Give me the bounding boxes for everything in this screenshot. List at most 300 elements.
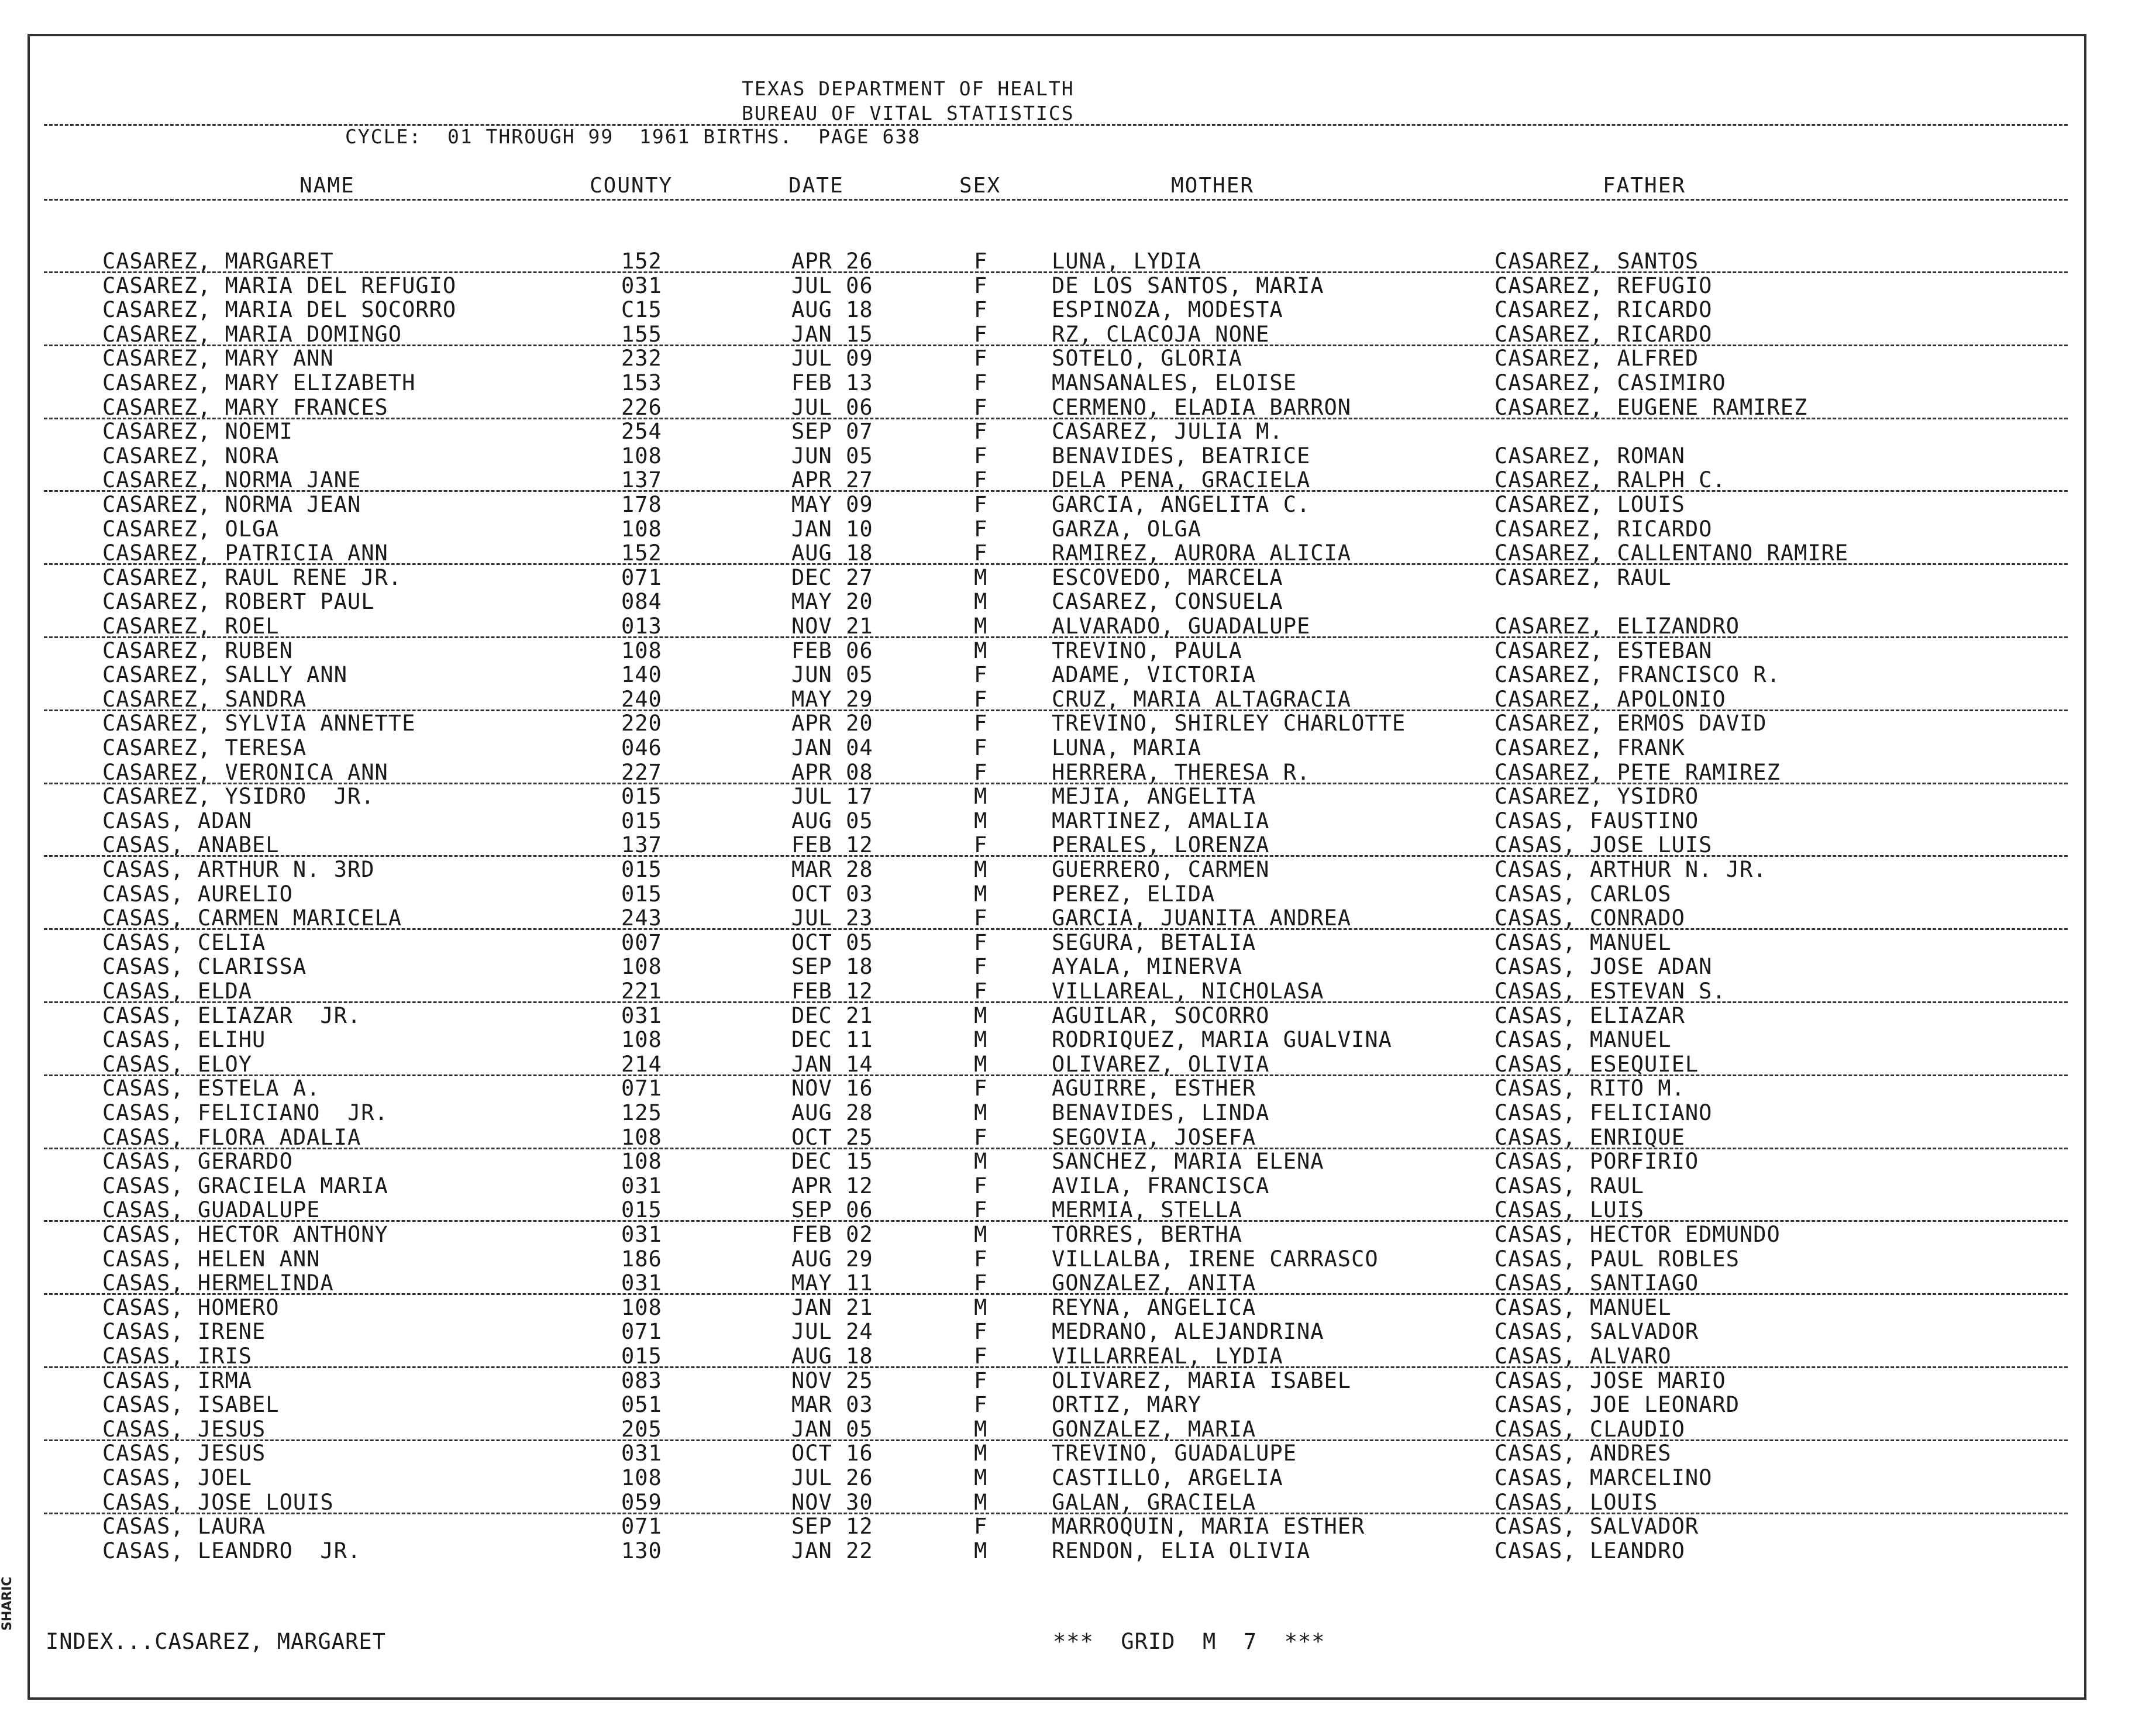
cell-mother: CERMENO, ELADIA BARRON [1052, 394, 1352, 420]
column-header-mother: MOTHER [1171, 174, 1255, 198]
cell-sex: F [974, 929, 988, 955]
cell-date: DEC 15 [791, 1149, 873, 1174]
cell-mother: PEREZ, ELIDA [1052, 881, 1215, 907]
cell-county: 031 [621, 273, 662, 298]
cell-county: 226 [621, 394, 662, 420]
cell-father: CASAREZ, RICARDO [1494, 297, 1713, 323]
cell-county: 214 [621, 1051, 662, 1077]
cell-father: CASAS, JOE LEONARD [1494, 1392, 1740, 1418]
cell-county: 071 [621, 1514, 662, 1539]
cell-county: 137 [621, 467, 662, 493]
cell-sex: M [974, 589, 988, 615]
cell-name: CASAREZ, ROEL [102, 614, 280, 639]
cell-name: CASAS, HELEN ANN [102, 1246, 321, 1272]
cell-mother: BENAVIDES, LINDA [1052, 1100, 1270, 1125]
cell-county: 015 [621, 1344, 662, 1369]
cell-sex: F [974, 1319, 988, 1345]
cell-date: AUG 05 [791, 808, 873, 833]
cell-father: CASAS, CONRADO [1494, 905, 1685, 931]
cell-name: CASAREZ, SALLY ANN [102, 662, 347, 688]
cell-name: CASAREZ, SANDRA [102, 686, 307, 712]
cell-sex: F [974, 1392, 988, 1418]
cell-date: JUN 05 [791, 662, 873, 688]
cell-county: 221 [621, 979, 662, 1004]
cell-date: SEP 06 [791, 1197, 873, 1223]
cell-county: 130 [621, 1538, 662, 1563]
cell-sex: F [974, 686, 988, 712]
cell-date: FEB 06 [791, 638, 873, 663]
cell-date: NOV 21 [791, 614, 873, 639]
cell-name: CASAS, FELICIANO JR. [102, 1100, 388, 1125]
cell-mother: REYNA, ANGELICA [1052, 1294, 1256, 1320]
cell-sex: F [974, 492, 988, 517]
cell-mother: LUNA, LYDIA [1052, 249, 1202, 274]
cell-mother: ESCOVEDO, MARCELA [1052, 564, 1283, 590]
cell-mother: TORRES, BERTHA [1052, 1222, 1242, 1247]
cell-date: JUL 24 [791, 1319, 873, 1345]
cell-county: 015 [621, 1197, 662, 1223]
cell-county: 084 [621, 589, 662, 615]
cell-sex: M [974, 1003, 988, 1028]
cell-mother: OLIVAREZ, OLIVIA [1052, 1051, 1270, 1077]
cell-father: CASAS, JOSE MARIO [1494, 1368, 1726, 1393]
cell-name: CASAREZ, MARIA DEL REFUGIO [102, 273, 457, 298]
department-title: TEXAS DEPARTMENT OF HEALTH [742, 77, 1075, 100]
cell-date: MAY 09 [791, 492, 873, 517]
cell-date: JAN 15 [791, 321, 873, 347]
cell-sex: M [974, 1051, 988, 1077]
cell-county: 108 [621, 1124, 662, 1150]
cell-name: CASAREZ, MARGARET [102, 249, 334, 274]
cell-sex: F [974, 1368, 988, 1393]
cell-name: CASAS, JESUS [102, 1441, 266, 1466]
column-header-sex: SEX [959, 174, 1001, 198]
cell-county: 140 [621, 662, 662, 688]
cell-date: AUG 18 [791, 1344, 873, 1369]
cell-father: CASAS, JOSE LUIS [1494, 832, 1713, 858]
cell-sex: F [974, 1514, 988, 1539]
cell-mother: VILLALBA, IRENE CARRASCO [1052, 1246, 1379, 1272]
cell-father: CASAREZ, REFUGIO [1494, 273, 1713, 298]
cell-father: CASAS, HECTOR EDMUNDO [1494, 1222, 1781, 1247]
cell-sex: M [974, 881, 988, 907]
cell-date: SEP 18 [791, 954, 873, 980]
cell-date: MAR 28 [791, 857, 873, 882]
cell-date: JUL 06 [791, 273, 873, 298]
cell-sex: F [974, 394, 988, 420]
cell-mother: ADAME, VICTORIA [1052, 662, 1256, 688]
cell-sex: F [974, 346, 988, 371]
cell-date: JUL 06 [791, 394, 873, 420]
cell-name: CASAS, GUADALUPE [102, 1197, 321, 1223]
cell-sex: M [974, 1538, 988, 1563]
cell-mother: TREVINO, PAULA [1052, 638, 1242, 663]
cell-name: CASAS, IRMA [102, 1368, 253, 1393]
cell-father: CASAREZ, LOUIS [1494, 492, 1685, 517]
cell-father: CASAS, ALVARO [1494, 1344, 1672, 1369]
cell-father: CASAS, SANTIAGO [1494, 1270, 1699, 1296]
cell-name: CASAS, ARTHUR N. 3RD [102, 857, 375, 882]
cell-date: OCT 16 [791, 1441, 873, 1466]
cell-county: 051 [621, 1392, 662, 1418]
cell-county: 125 [621, 1100, 662, 1125]
cell-date: FEB 12 [791, 979, 873, 1004]
cell-mother: VILLARREAL, LYDIA [1052, 1344, 1283, 1369]
cell-county: 031 [621, 1222, 662, 1247]
cell-date: JUL 17 [791, 784, 873, 810]
cell-date: JAN 10 [791, 516, 873, 542]
cell-county: 186 [621, 1246, 662, 1272]
cell-date: DEC 11 [791, 1027, 873, 1053]
cell-county: 046 [621, 735, 662, 760]
cell-name: CASAS, ADAN [102, 808, 253, 833]
cell-date: OCT 03 [791, 881, 873, 907]
cell-father: CASAREZ, ROMAN [1494, 443, 1685, 469]
cell-father: CASAS, ELIAZAR [1494, 1003, 1685, 1028]
cell-mother: RZ, CLACOJA NONE [1052, 321, 1270, 347]
cell-county: 059 [621, 1489, 662, 1515]
cell-father: CASAREZ, CASIMIRO [1494, 370, 1726, 395]
cell-mother: VILLAREAL, NICHOLASA [1052, 979, 1324, 1004]
cell-father: CASAREZ, RAUL [1494, 564, 1672, 590]
cell-county: 015 [621, 808, 662, 833]
cell-date: APR 20 [791, 711, 873, 736]
cell-county: 240 [621, 686, 662, 712]
cell-date: JAN 22 [791, 1538, 873, 1563]
cell-mother: GUERRERO, CARMEN [1052, 857, 1270, 882]
cell-mother: AVILA, FRANCISCA [1052, 1173, 1270, 1198]
header-divider [44, 124, 2068, 126]
cell-name: CASAREZ, NOEMI [102, 419, 293, 445]
cell-date: SEP 07 [791, 419, 873, 445]
cell-sex: M [974, 1222, 988, 1247]
cell-mother: MEDRANO, ALEJANDRINA [1052, 1319, 1324, 1345]
cell-father: CASAREZ, PETE RAMIREZ [1494, 759, 1781, 785]
cell-mother: SEGOVIA, JOSEFA [1052, 1124, 1256, 1150]
cell-date: JUL 26 [791, 1465, 873, 1490]
bureau-title: BUREAU OF VITAL STATISTICS [742, 102, 1075, 125]
cell-father: CASAS, ENRIQUE [1494, 1124, 1685, 1150]
cell-name: CASAS, ELOY [102, 1051, 253, 1077]
cell-name: CASAREZ, MARY ELIZABETH [102, 370, 416, 395]
cell-father: CASAREZ, RALPH C. [1494, 467, 1726, 493]
cell-county: 232 [621, 346, 662, 371]
cell-date: APR 08 [791, 759, 873, 785]
cell-county: 137 [621, 832, 662, 858]
cell-mother: SEGURA, BETALIA [1052, 929, 1256, 955]
cell-sex: F [974, 370, 988, 395]
cell-name: CASAREZ, TERESA [102, 735, 307, 760]
cell-county: 031 [621, 1270, 662, 1296]
cell-name: CASAS, JESUS [102, 1416, 266, 1442]
cell-sex: M [974, 1149, 988, 1174]
cell-father: CASAREZ, CALLENTANO RAMIRE [1494, 540, 1849, 566]
cell-name: CASAS, CLARISSA [102, 954, 307, 980]
cell-sex: F [974, 1173, 988, 1198]
cell-name: CASAS, HOMERO [102, 1294, 280, 1320]
cell-name: CASAS, ISABEL [102, 1392, 280, 1418]
cell-date: MAR 03 [791, 1392, 873, 1418]
cell-county: 031 [621, 1003, 662, 1028]
cell-father: CASAS, RITO M. [1494, 1076, 1685, 1101]
cell-date: NOV 16 [791, 1076, 873, 1101]
cell-date: APR 12 [791, 1173, 873, 1198]
column-header-county: COUNTY [590, 174, 673, 198]
cell-father: CASAS, MANUEL [1494, 1294, 1672, 1320]
cell-sex: M [974, 784, 988, 810]
cell-sex: F [974, 297, 988, 323]
cell-name: CASAS, GRACIELA MARIA [102, 1173, 388, 1198]
cell-mother: SANCHEZ, MARIA ELENA [1052, 1149, 1324, 1174]
cell-mother: SOTELO, GLORIA [1052, 346, 1242, 371]
cell-mother: GARZA, OLGA [1052, 516, 1202, 542]
cell-father: CASAS, FELICIANO [1494, 1100, 1713, 1125]
cell-father: CASAS, ESEQUIEL [1494, 1051, 1699, 1077]
cell-mother: AGUIRRE, ESTHER [1052, 1076, 1256, 1101]
cell-mother: MEJIA, ANGELITA [1052, 784, 1256, 810]
cell-mother: HERRERA, THERESA R. [1052, 759, 1311, 785]
cell-father: CASAS, MANUEL [1494, 929, 1672, 955]
cell-sex: F [974, 1270, 988, 1296]
cell-county: 254 [621, 419, 662, 445]
cell-date: OCT 25 [791, 1124, 873, 1150]
cell-father: CASAS, LEANDRO [1494, 1538, 1685, 1563]
cell-sex: F [974, 1124, 988, 1150]
cell-county: 152 [621, 540, 662, 566]
column-divider [44, 199, 2068, 201]
cell-mother: CASAREZ, CONSUELA [1052, 589, 1283, 615]
column-header-father: FATHER [1603, 174, 1686, 198]
cell-date: MAY 20 [791, 589, 873, 615]
cell-sex: F [974, 321, 988, 347]
cell-county: 152 [621, 249, 662, 274]
cell-name: CASAS, ELIHU [102, 1027, 266, 1053]
cell-father: CASAS, MANUEL [1494, 1027, 1672, 1053]
cell-date: FEB 12 [791, 832, 873, 858]
cell-date: JAN 14 [791, 1051, 873, 1077]
cell-date: AUG 18 [791, 297, 873, 323]
column-header-name: NAME [299, 174, 355, 198]
cell-mother: OLIVAREZ, MARIA ISABEL [1052, 1368, 1352, 1393]
cell-father: CASAS, LOUIS [1494, 1489, 1658, 1515]
cell-county: 108 [621, 1294, 662, 1320]
cell-father: CASAREZ, EUGENE RAMIREZ [1494, 394, 1808, 420]
cell-county: 031 [621, 1441, 662, 1466]
cell-county: 013 [621, 614, 662, 639]
cell-father: CASAS, SALVADOR [1494, 1319, 1699, 1345]
cell-mother: GONZALEZ, ANITA [1052, 1270, 1256, 1296]
cell-name: CASAREZ, MARY FRANCES [102, 394, 388, 420]
cell-name: CASAREZ, RUBEN [102, 638, 293, 663]
cell-mother: MANSANALES, ELOISE [1052, 370, 1297, 395]
cell-name: CASAS, ESTELA A. [102, 1076, 321, 1101]
cell-name: CASAS, LEANDRO JR. [102, 1538, 361, 1563]
cell-name: CASAREZ, ROBERT PAUL [102, 589, 375, 615]
cell-date: JUL 09 [791, 346, 873, 371]
cell-county: 108 [621, 1027, 662, 1053]
cell-county: 108 [621, 443, 662, 469]
cell-county: 108 [621, 1149, 662, 1174]
cell-name: CASAS, JOEL [102, 1465, 253, 1490]
cell-date: OCT 05 [791, 929, 873, 955]
cell-mother: MERMIA, STELLA [1052, 1197, 1242, 1223]
cell-father: CASAS, JOSE ADAN [1494, 954, 1713, 980]
cell-sex: F [974, 443, 988, 469]
cell-date: JAN 21 [791, 1294, 873, 1320]
cell-sex: M [974, 1100, 988, 1125]
cell-name: CASAS, AURELIO [102, 881, 293, 907]
cell-mother: GALAN, GRACIELA [1052, 1489, 1256, 1515]
cell-father: CASAREZ, FRANK [1494, 735, 1685, 760]
cell-date: MAY 29 [791, 686, 873, 712]
cell-date: AUG 28 [791, 1100, 873, 1125]
cell-name: CASAS, ELIAZAR JR. [102, 1003, 361, 1028]
cell-mother: TREVINO, GUADALUPE [1052, 1441, 1297, 1466]
cell-father: CASAS, MARCELINO [1494, 1465, 1713, 1490]
cell-date: DEC 27 [791, 564, 873, 590]
cell-father: CASAS, ESTEVAN S. [1494, 979, 1726, 1004]
cell-mother: GONZALEZ, MARIA [1052, 1416, 1256, 1442]
cell-name: CASAS, HERMELINDA [102, 1270, 334, 1296]
cell-mother: AGUILAR, SOCORRO [1052, 1003, 1270, 1028]
side-label: SHARIC [0, 1576, 15, 1631]
cell-name: CASAREZ, SYLVIA ANNETTE [102, 711, 416, 736]
cell-date: FEB 02 [791, 1222, 873, 1247]
cell-date: NOV 25 [791, 1368, 873, 1393]
cell-county: 071 [621, 1319, 662, 1345]
cell-name: CASAS, LAURA [102, 1514, 266, 1539]
cell-sex: F [974, 711, 988, 736]
cell-county: 071 [621, 1076, 662, 1101]
cell-mother: DE LOS SANTOS, MARIA [1052, 273, 1324, 298]
grid-label: *** GRID M 7 *** [1053, 1629, 1325, 1654]
index-label: INDEX...CASAREZ, MARGARET [46, 1629, 386, 1654]
cell-date: FEB 13 [791, 370, 873, 395]
cell-county: 155 [621, 321, 662, 347]
cell-date: AUG 18 [791, 540, 873, 566]
cell-name: CASAS, IRIS [102, 1344, 253, 1369]
cell-sex: F [974, 759, 988, 785]
cell-father: CASAS, LUIS [1494, 1197, 1645, 1223]
cell-name: CASAS, CARMEN MARICELA [102, 905, 402, 931]
cell-father: CASAREZ, SANTOS [1494, 249, 1699, 274]
cell-date: JUN 05 [791, 443, 873, 469]
cell-county: 220 [621, 711, 662, 736]
cell-county: 108 [621, 954, 662, 980]
cell-name: CASAREZ, MARIA DEL SOCORRO [102, 297, 457, 323]
cell-mother: CRUZ, MARIA ALTAGRACIA [1052, 686, 1352, 712]
cell-father: CASAS, ANDRES [1494, 1441, 1672, 1466]
cell-sex: F [974, 954, 988, 980]
cell-county: 007 [621, 929, 662, 955]
cell-sex: F [974, 832, 988, 858]
cycle-line: CYCLE: 01 THROUGH 99 1961 BIRTHS. PAGE 638 [345, 125, 921, 148]
cell-father: CASAREZ, RICARDO [1494, 516, 1713, 542]
cell-name: CASAREZ, NORA [102, 443, 280, 469]
cell-sex: F [974, 905, 988, 931]
cell-mother: RAMIREZ, AURORA ALICIA [1052, 540, 1352, 566]
cell-father: CASAS, PORFIRIO [1494, 1149, 1699, 1174]
cell-mother: LUNA, MARIA [1052, 735, 1202, 760]
cell-name: CASAS, ELDA [102, 979, 253, 1004]
cell-sex: F [974, 467, 988, 493]
cell-county: 108 [621, 1465, 662, 1490]
cell-county: 243 [621, 905, 662, 931]
cell-sex: F [974, 540, 988, 566]
column-header-date: DATE [788, 174, 844, 198]
cell-name: CASAREZ, YSIDRO JR. [102, 784, 375, 810]
cell-date: APR 27 [791, 467, 873, 493]
cell-father: CASAS, FAUSTINO [1494, 808, 1699, 833]
cell-sex: M [974, 564, 988, 590]
cell-mother: RODRIQUEZ, MARIA GUALVINA [1052, 1027, 1392, 1053]
cell-sex: F [974, 516, 988, 542]
cell-date: JAN 05 [791, 1416, 873, 1442]
cell-mother: AYALA, MINERVA [1052, 954, 1242, 980]
cell-county: 083 [621, 1368, 662, 1393]
cell-name: CASAREZ, MARY ANN [102, 346, 334, 371]
cell-sex: F [974, 1076, 988, 1101]
cell-sex: F [974, 979, 988, 1004]
cell-sex: M [974, 1441, 988, 1466]
cell-father: CASAREZ, ERMOS DAVID [1494, 711, 1767, 736]
cell-county: 015 [621, 857, 662, 882]
cell-county: 015 [621, 784, 662, 810]
cell-mother: GARCIA, ANGELITA C. [1052, 492, 1311, 517]
cell-date: MAY 11 [791, 1270, 873, 1296]
cell-name: CASAREZ, NORMA JEAN [102, 492, 361, 517]
cell-county: 153 [621, 370, 662, 395]
cell-county: 015 [621, 881, 662, 907]
cell-sex: F [974, 1344, 988, 1369]
cell-mother: DELA PENA, GRACIELA [1052, 467, 1311, 493]
cell-sex: M [974, 638, 988, 663]
cell-father: CASAREZ, RICARDO [1494, 321, 1713, 347]
cell-sex: M [974, 857, 988, 882]
cell-mother: CASAREZ, JULIA M. [1052, 419, 1283, 445]
cell-father: CASAREZ, ELIZANDRO [1494, 614, 1740, 639]
cell-sex: M [974, 1027, 988, 1053]
cell-date: JAN 04 [791, 735, 873, 760]
cell-county: C15 [621, 297, 662, 323]
cell-sex: F [974, 249, 988, 274]
cell-father: CASAS, SALVADOR [1494, 1514, 1699, 1539]
cell-name: CASAS, HECTOR ANTHONY [102, 1222, 388, 1247]
cell-mother: ALVARADO, GUADALUPE [1052, 614, 1311, 639]
cell-county: 227 [621, 759, 662, 785]
cell-father: CASAREZ, FRANCISCO R. [1494, 662, 1781, 688]
cell-father: CASAREZ, APOLONIO [1494, 686, 1726, 712]
cell-name: CASAREZ, RAUL RENE JR. [102, 564, 402, 590]
cell-sex: M [974, 1489, 988, 1515]
cell-date: AUG 29 [791, 1246, 873, 1272]
cell-sex: M [974, 1294, 988, 1320]
cell-name: CASAS, JOSE LOUIS [102, 1489, 334, 1515]
cell-county: 071 [621, 564, 662, 590]
cell-mother: GARCIA, JUANITA ANDREA [1052, 905, 1352, 931]
cell-sex: M [974, 614, 988, 639]
cell-name: CASAREZ, OLGA [102, 516, 280, 542]
cell-sex: M [974, 808, 988, 833]
cell-father: CASAS, CARLOS [1494, 881, 1672, 907]
cell-father: CASAS, ARTHUR N. JR. [1494, 857, 1767, 882]
cell-name: CASAREZ, NORMA JANE [102, 467, 361, 493]
cell-father: CASAREZ, ALFRED [1494, 346, 1699, 371]
cell-name: CASAS, ANABEL [102, 832, 280, 858]
cell-date: DEC 21 [791, 1003, 873, 1028]
cell-name: CASAREZ, PATRICIA ANN [102, 540, 388, 566]
cell-sex: F [974, 735, 988, 760]
